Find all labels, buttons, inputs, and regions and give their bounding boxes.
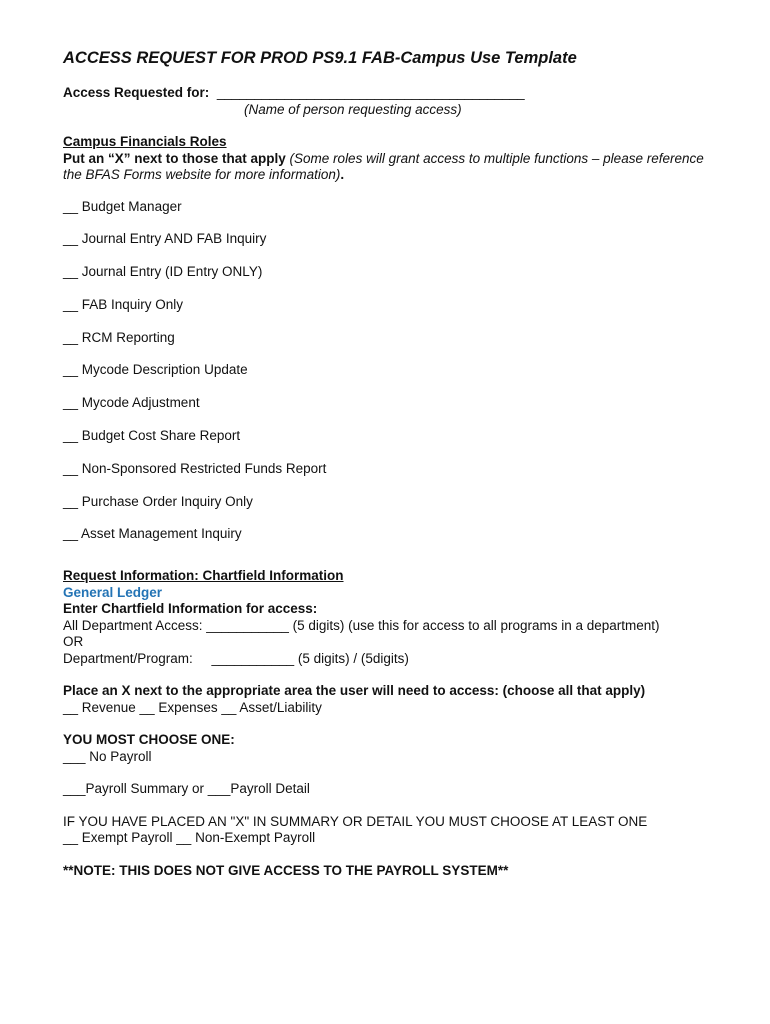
exempt-payroll-line: __ Exempt Payroll __ Non-Exempt Payroll — [63, 830, 316, 846]
place-x-instruction: Place an X next to the appropriate area the user will need to access: (choose all that apply) — [63, 683, 646, 699]
roles-instruction-bold: Put an “X” next to those that apply — [63, 150, 286, 166]
role-item-fab-inquiry-only: __ FAB Inquiry Only — [63, 296, 184, 312]
no-payroll-line: ___ No Payroll — [63, 748, 152, 764]
role-item-mycode-description-update: __ Mycode Description Update — [63, 362, 248, 378]
access-requested-blank: _________________________________________ — [216, 85, 525, 100]
roles-heading: Campus Financials Roles — [63, 134, 227, 149]
role-item-mycode-adjustment: __ Mycode Adjustment — [63, 395, 200, 411]
payroll-options-line: ___Payroll Summary or ___Payroll Detail — [63, 781, 310, 797]
summary-detail-instruction: IF YOU HAVE PLACED AN "X" IN SUMMARY OR DETAIL YOU MUST CHOOSE AT LEAST ONE — [63, 813, 648, 829]
must-choose-heading: YOU MOST CHOOSE ONE: — [63, 732, 235, 748]
roles-instruction — [63, 151, 723, 184]
role-item-journal-entry-id-only: __ Journal Entry (ID Entry ONLY) — [63, 264, 263, 280]
roles-list — [63, 199, 723, 560]
enter-chartfield-label: Enter Chartfield Information for access: — [63, 601, 318, 617]
area-options-line: __ Revenue __ Expenses __ Asset/Liability — [63, 699, 322, 715]
general-ledger-subheading: General Ledger — [63, 584, 163, 600]
role-item-rcm-reporting: __ RCM Reporting — [63, 329, 175, 345]
roles-instruction-end: . — [340, 167, 345, 182]
or-line: OR — [63, 634, 84, 650]
role-item-non-sponsored-restricted-funds: __ Non-Sponsored Restricted Funds Report — [63, 460, 327, 476]
role-item-budget-manager: __ Budget Manager — [63, 198, 182, 214]
payroll-note: **NOTE: THIS DOES NOT GIVE ACCESS TO THE PAYROLL SYSTEM** — [63, 862, 509, 878]
role-item-budget-cost-share-report: __ Budget Cost Share Report — [63, 428, 241, 444]
access-requested-caption: (Name of person requesting access) — [244, 101, 462, 117]
access-requested-row — [63, 85, 723, 102]
document-page — [63, 46, 723, 879]
department-program-line: Department/Program: ___________ (5 digits) / (5digits) — [63, 650, 409, 666]
role-item-journal-entry-fab-inquiry: __ Journal Entry AND FAB Inquiry — [63, 231, 267, 247]
roles-instruction-italic: (Some roles will grant access to multiple functions – please reference the BFAS Forms website for more information) — [63, 150, 704, 182]
all-department-access-line: All Department Access: ___________ (5 digits) (use this for access to all programs in a department) — [63, 617, 660, 633]
role-item-asset-management-inquiry: __ Asset Management Inquiry — [63, 526, 242, 542]
access-requested-label: Access Requested for: — [63, 85, 210, 100]
page-title: ACCESS REQUEST FOR PROD PS9.1 FAB-Campus Use Template — [63, 49, 577, 67]
role-item-purchase-order-inquiry: __ Purchase Order Inquiry Only — [63, 493, 253, 509]
request-heading: Request Information: Chartfield Information — [63, 568, 344, 584]
